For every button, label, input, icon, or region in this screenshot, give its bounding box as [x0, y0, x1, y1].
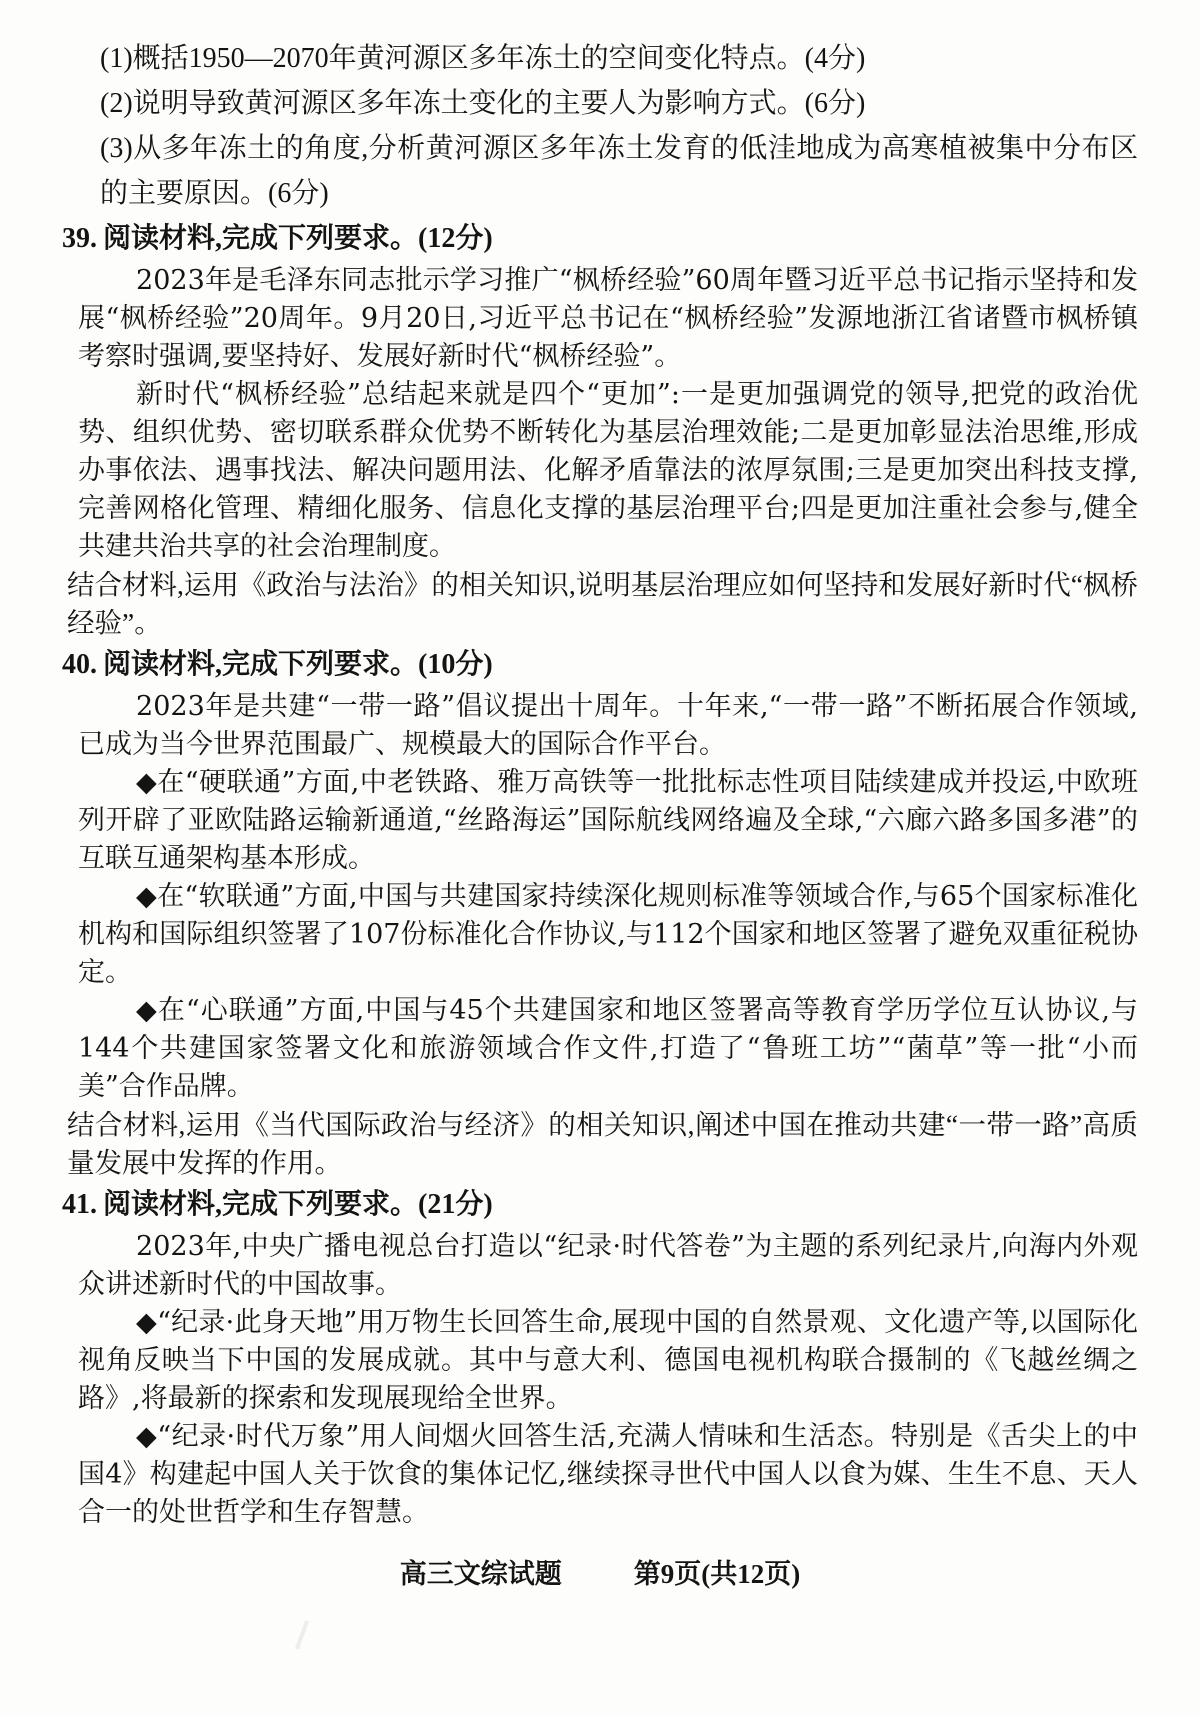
- sub-question-1: (1)概括1950—2070年黄河源区多年冻土的空间变化特点。(4分): [100, 43, 866, 74]
- question-39-number: 39.: [62, 223, 97, 254]
- question-41-number: 41.: [62, 1189, 97, 1220]
- question-40-heading: [62, 642, 1138, 688]
- question-41: [62, 1182, 1138, 1532]
- question-39-material-2: 新时代“枫桥经验”总结起来就是四个“更加”:一是更加强调党的领导,把党的政治优势、组织优势、密切联系群众优势不断转化为基层治理效能;二是更加彰显法治思维,形成办事依法、遇事找法、解决问题用法、化解矛盾靠法的浓厚氛围;三是更加突出科技支撑,完善网格化管理、精细化服务、信息化支撑的基层治理平台;四是更加注重社会参与,健全共建共治共享的社会治理制度。: [78, 379, 1138, 562]
- question-40-material-2: ◆在“硬联通”方面,中老铁路、雅万高铁等一批批标志性项目陆续建成并投运,中欧班列开辟了亚欧陆路运输新通道,“丝路海运”国际航线网络遍及全球,“六廊六路多国多港”的互联互通架构基本形成。: [78, 767, 1138, 874]
- question-40: [62, 642, 1138, 1182]
- sub-question-2: (2)说明导致黄河源区多年冻土变化的主要人为影响方式。(6分): [100, 88, 866, 119]
- footer-page-number: 第9页(共12页): [633, 1559, 801, 1589]
- question-41-title: 阅读材料,完成下列要求。(21分): [103, 1189, 493, 1220]
- question-40-material-1: 2023年是共建“一带一路”倡议提出十周年。十年来,“一带一路”不断拓展合作领域,已成为当今世界范围最广、规模最大的国际合作平台。: [78, 691, 1138, 760]
- question-40-material-3: ◆在“软联通”方面,中国与共建国家持续深化规则标准等领域合作,与65个国家标准化机构和国际组织签署了107份标准化合作协议,与112个国家和地区签署了避免双重征税协定。: [78, 881, 1138, 988]
- question-40-material-4: ◆在“心联通”方面,中国与45个共建国家和地区签署高等教育学历学位互认协议,与144个共建国家签署文化和旅游领域合作文件,打造了“鲁班工坊”“菌草”等一批“小而美”合作品牌。: [78, 995, 1138, 1102]
- question-38-subquestions: [62, 36, 1138, 216]
- question-41-material-1: 2023年,中央广播电视总台打造以“纪录·时代答卷”为主题的系列纪录片,向海内外观众讲述新时代的中国故事。: [78, 1231, 1138, 1300]
- question-41-material-2: ◆“纪录·此身天地”用万物生长回答生命,展现中国的自然景观、文化遗产等,以国际化视角反映当下中国的发展成就。其中与意大利、德国电视机构联合摄制的《飞越丝绸之路》,将最新的探索和发现展现给全世界。: [78, 1307, 1138, 1414]
- question-41-material-3: ◆“纪录·时代万象”用人间烟火回答生活,充满人情味和生活态。特别是《舌尖上的中国4》构建起中国人关于饮食的集体记忆,继续探寻世代中国人以食为媒、生生不息、天人合一的处世哲学和生存智慧。: [78, 1421, 1138, 1528]
- question-39: [62, 216, 1138, 642]
- question-40-task: 结合材料,运用《当代国际政治与经济》的相关知识,阐述中国在推动共建“一带一路”高质量发展中发挥的作用。: [67, 1109, 1138, 1178]
- footer-exam-title: 高三文综试题: [399, 1559, 562, 1589]
- page-footer: [0, 1552, 1200, 1591]
- question-40-number: 40.: [62, 649, 97, 680]
- question-39-heading: [62, 216, 1138, 262]
- sub-question-3: (3)从多年冻土的角度,分析黄河源区多年冻土发育的低洼地成为高寒植被集中分布区的主要原因。(6分): [100, 133, 1138, 209]
- question-41-heading: [62, 1182, 1138, 1228]
- question-39-title: 阅读材料,完成下列要求。(12分): [103, 223, 493, 254]
- scan-artifact: [295, 1620, 309, 1650]
- question-39-task: 结合材料,运用《政治与法治》的相关知识,说明基层治理应如何坚持和发展好新时代“枫桥经验”。: [67, 569, 1138, 638]
- question-40-title: 阅读材料,完成下列要求。(10分): [103, 649, 493, 680]
- question-39-material-1: 2023年是毛泽东同志批示学习推广“枫桥经验”60周年暨习近平总书记指示坚持和发展“枫桥经验”20周年。9月20日,习近平总书记在“枫桥经验”发源地浙江省诸暨市枫桥镇考察时强调,要坚持好、发展好新时代“枫桥经验”。: [78, 265, 1138, 372]
